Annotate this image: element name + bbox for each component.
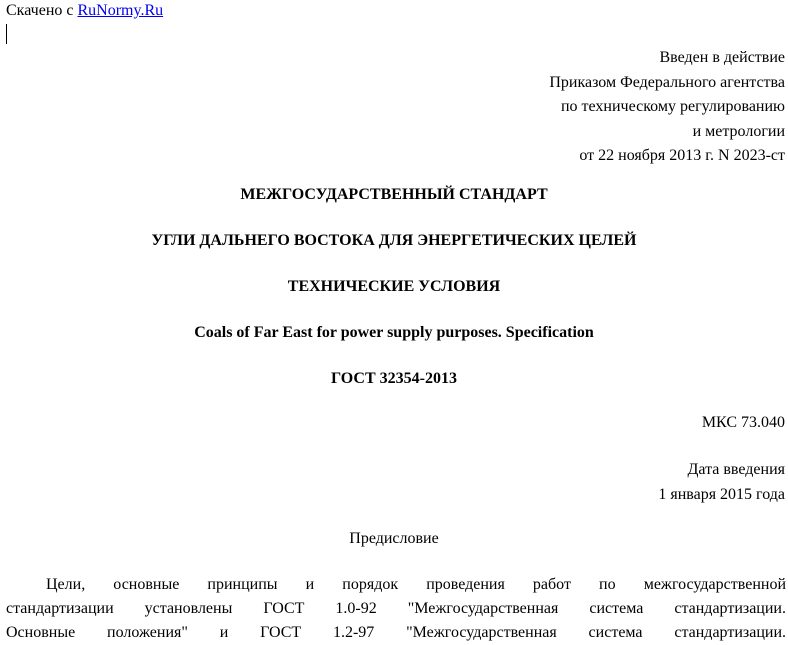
preface-paragraph xyxy=(6,573,786,645)
paragraph-line: Основные положения" и ГОСТ 1.2-97 "Межгосударственная система стандартизации. xyxy=(6,624,786,641)
mks-code: МКС 73.040 xyxy=(701,414,785,431)
document-title-en: Coals of Far East for power supply purposes. Specification xyxy=(194,324,594,341)
enactment-line: Введен в действие xyxy=(659,49,785,66)
enactment-line: от 22 ноября 2013 г. N 2023-ст xyxy=(579,147,785,164)
paragraph-line: Цели, основные принципы и порядок проведения работ по межгосударственной xyxy=(46,576,786,593)
download-source-line xyxy=(6,2,163,20)
enactment-line: Приказом Федерального агентства xyxy=(549,73,785,91)
enactment-block xyxy=(549,46,785,169)
document-title-ru: УГЛИ ДАЛЬНЕГО ВОСТОКА ДЛЯ ЭНЕРГЕТИЧЕСКИХ ЦЕЛЕЙ xyxy=(151,232,637,249)
preface-title: Предисловие xyxy=(349,530,439,547)
paragraph-line: стандартизации установлены ГОСТ 1.0-92 "Межгосударственная система стандартизации. xyxy=(6,600,786,617)
enactment-line: и метрологии xyxy=(692,122,785,140)
gost-number: ГОСТ 32354-2013 xyxy=(331,370,457,387)
text-cursor xyxy=(6,24,7,44)
download-prefix: Скачено с xyxy=(6,2,78,19)
standard-type-heading: МЕЖГОСУДАРСТВЕННЫЙ СТАНДАРТ xyxy=(240,186,548,203)
intro-date-block xyxy=(658,458,785,507)
document-subtitle-ru: ТЕХНИЧЕСКИЕ УСЛОВИЯ xyxy=(287,278,501,295)
intro-date-label: Дата введения xyxy=(687,461,785,478)
runormy-link[interactable]: RuNormy.Ru xyxy=(77,2,164,19)
enactment-line: по техническому регулированию xyxy=(560,98,785,115)
intro-date-value: 1 января 2015 года xyxy=(658,485,785,503)
